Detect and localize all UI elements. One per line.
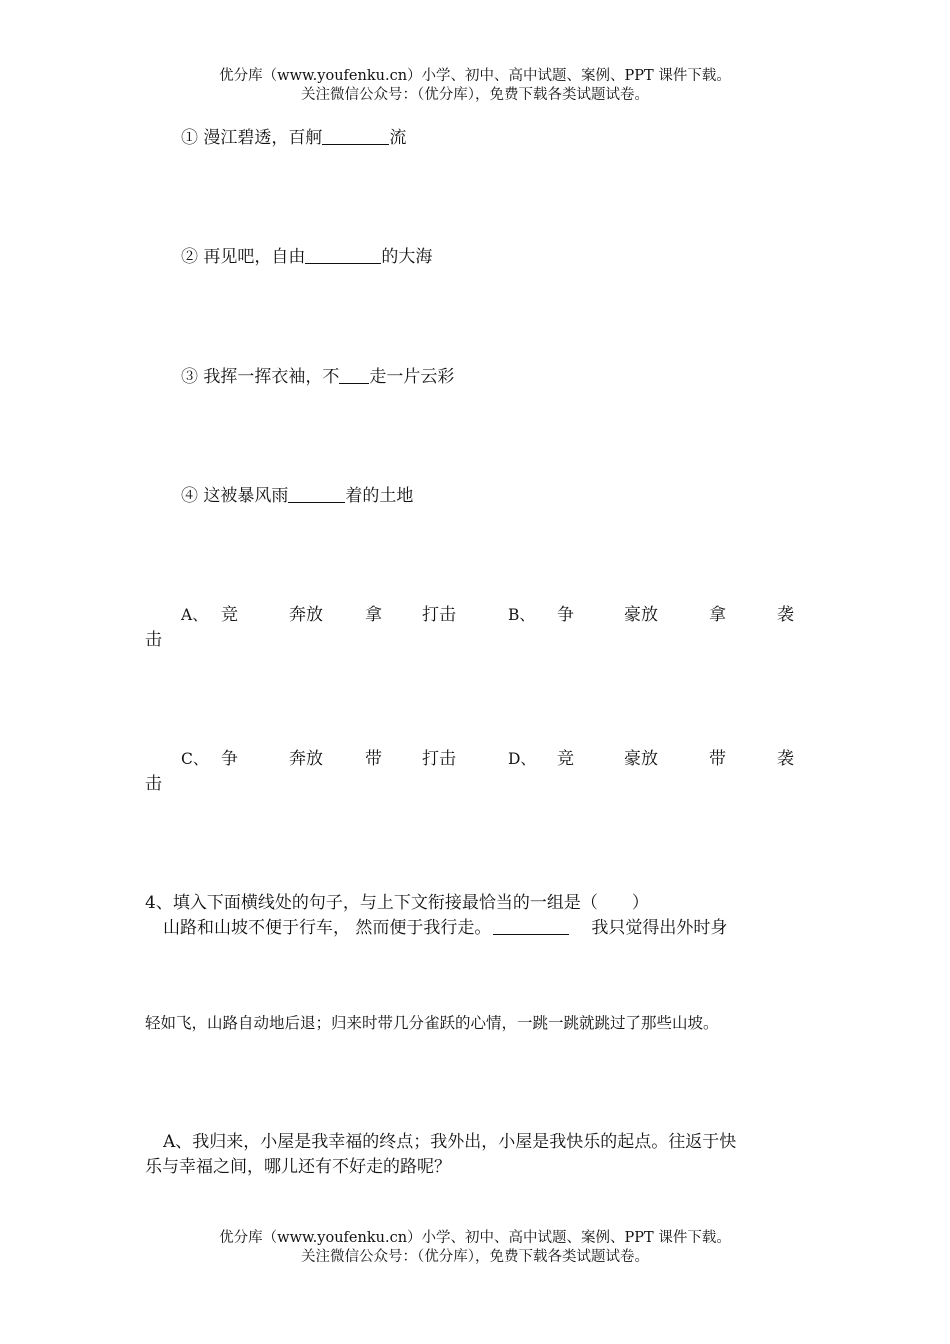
blank-line <box>288 486 345 503</box>
header-line-2: 关注微信公众号：（优分库），免费下载各类试题试卷。 <box>301 87 649 103</box>
blank-item-3-suffix: 走一片云彩 <box>369 367 455 387</box>
option-c-label: C、 <box>181 750 209 768</box>
option-c-word-3: 带 <box>365 749 382 769</box>
option-b-label: B、 <box>508 606 535 624</box>
option-c-word-2: 奔放 <box>289 749 323 769</box>
blank-item-4-suffix: 着的土地 <box>345 486 414 506</box>
blank-item-2 <box>181 246 432 268</box>
option-d-word-2: 豪放 <box>624 749 658 769</box>
option-a-word-2: 奔放 <box>289 605 323 625</box>
option-d-label: D、 <box>508 750 536 768</box>
option-d-word-4-wrap: 击 <box>145 774 162 794</box>
option-a-word-4: 打击 <box>422 605 456 625</box>
question-4-answer-a-line-2: 乐与幸福之间，哪儿还有不好走的路呢？ <box>145 1157 451 1177</box>
option-d-word-1: 竞 <box>557 749 574 769</box>
question-4-context-b: 我只觉得出外时身 <box>591 918 728 938</box>
blank-item-2-suffix: 的大海 <box>381 247 433 267</box>
blank-item-2-prefix: ② 再见吧，自由 <box>181 247 306 267</box>
blank-item-4-prefix: ④ 这被暴风雨 <box>181 486 289 506</box>
question-4-context-line-1 <box>163 917 727 939</box>
question-4-context-a: 山路和山坡不便于行车， 然而便于我行走。 <box>163 918 492 938</box>
option-d-word-3: 带 <box>709 749 726 769</box>
page-header <box>0 67 950 105</box>
option-a-word-3: 拿 <box>365 605 382 625</box>
option-b-word-4-wrap: 击 <box>145 630 162 650</box>
option-b-word-3: 拿 <box>709 605 726 625</box>
blank-item-3-prefix: ③ 我挥一挥衣袖，不 <box>181 367 340 387</box>
blank-item-1 <box>181 127 406 149</box>
question-4-context-line-2: 轻如飞，山路自动地后退；归来时带几分雀跃的心情，一跳一跳就跳过了那些山坡。 <box>145 1014 719 1032</box>
blank-item-4 <box>181 485 413 507</box>
header-line-1: 优分库（www.youfenku.cn）小学、初中、高中试题、案例、PPT 课件下载。 <box>219 68 731 84</box>
blank-line <box>322 128 389 145</box>
blank-item-1-prefix: ① 漫江碧透，百舸 <box>181 128 323 148</box>
answer-blank-line <box>493 918 569 935</box>
blank-line <box>339 367 369 384</box>
question-4-stem: 4、填入下面横线处的句子，与上下文衔接最恰当的一组是（ ） <box>145 893 649 913</box>
option-c-word-4: 打击 <box>422 749 456 769</box>
footer-line-2: 关注微信公众号：（优分库），免费下载各类试题试卷。 <box>301 1249 649 1265</box>
blank-item-3 <box>181 366 454 388</box>
blank-item-1-suffix: 流 <box>389 128 407 148</box>
option-b-word-4: 袭 <box>777 605 794 625</box>
option-c-word-1: 争 <box>221 749 238 769</box>
option-d-word-4: 袭 <box>777 749 794 769</box>
question-4-answer-a-line-1: A、我归来，小屋是我幸福的终点；我外出，小屋是我快乐的起点。往返于快 <box>163 1132 737 1152</box>
option-a-word-1: 竞 <box>221 605 238 625</box>
option-b-word-2: 豪放 <box>624 605 658 625</box>
footer-line-1: 优分库（www.youfenku.cn）小学、初中、高中试题、案例、PPT 课件下载。 <box>219 1230 731 1246</box>
option-b-word-1: 争 <box>557 605 574 625</box>
page-footer <box>0 1229 950 1267</box>
blank-line <box>305 247 381 264</box>
option-a-label: A、 <box>181 606 208 624</box>
